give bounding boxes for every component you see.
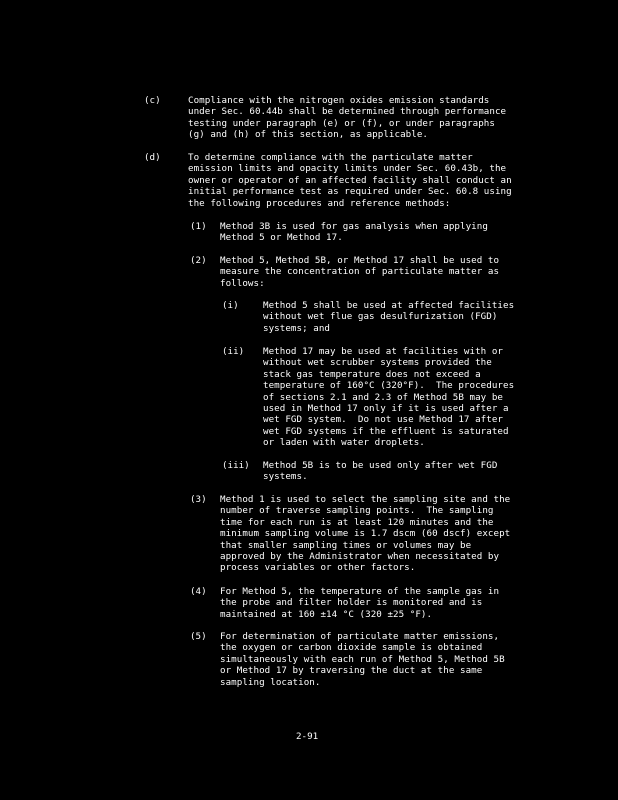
item-3-label: (3): [190, 494, 207, 505]
item-4-label: (4): [190, 586, 207, 597]
section-c-label: (c): [144, 95, 161, 106]
subitem-ii-text: Method 17 may be used at facilities with or without wet scrubber systems provided the stack gas temperature does not exceed a temperature of 160°C (320°F). The procedures of sections 2.1 and 2.3 of Method 5B may be used in Method 17 only if it is used after a wet FGD system. Do not use Method 17 after wet FGD systems if the effluent is saturated or laden with water droplets.: [263, 346, 515, 449]
subitem-ii-label: (ii): [222, 346, 245, 357]
item-1-text: Method 3B is used for gas analysis when applying Method 5 or Method 17.: [220, 221, 488, 244]
item-5-text: For determination of particulate matter emissions, the oxygen or carbon dioxide sample is obtained simultaneously with each run of Method 5, Method 5B or Method 17 by traversing the duct at the same sampling location.: [220, 631, 505, 688]
subitem-iii-text: Method 5B is to be used only after wet FGD systems.: [263, 460, 498, 483]
subitem-i-text: Method 5 shall be used at affected facilities without wet flue gas desulfurization (FGD) systems; and: [263, 300, 515, 334]
item-2-text: Method 5, Method 5B, or Method 17 shall be used to measure the concentration of particulate matter as follows:: [220, 255, 500, 289]
subitem-i-label: (i): [222, 300, 239, 311]
item-3-text: Method 1 is used to select the sampling site and the number of traverse sampling points. The sampling time for each run is at least 120 minutes and the minimum sampling volume is 1.7 dscm (60 dscf) except that smaller sampling times or volumes may be approved by the Administrator when necessitated by process variables or other factors.: [220, 494, 511, 574]
item-5-label: (5): [190, 631, 207, 642]
page-number: 2-91: [296, 731, 319, 742]
section-c-text: Compliance with the nitrogen oxides emission standards under Sec. 60.44b shall be determined through performance testing under paragraph (e) or (f), or under paragraphs (g) and (h) of this section, as applicable.: [188, 95, 507, 141]
item-2-label: (2): [190, 255, 207, 266]
section-d-label: (d): [144, 152, 161, 163]
item-4-text: For Method 5, the temperature of the sample gas in the probe and filter holder is monitored and is maintained at 160 ±14 °C (320 ±25 °F).: [220, 586, 500, 620]
section-d-text: To determine compliance with the particulate matter emission limits and opacity limits under Sec. 60.43b, the owner or operator of an affected facility shall conduct an initial performance test as required under Sec. 60.8 using the following procedures and reference methods:: [188, 152, 512, 209]
item-1-label: (1): [190, 221, 207, 232]
subitem-iii-label: (iii): [222, 460, 250, 471]
